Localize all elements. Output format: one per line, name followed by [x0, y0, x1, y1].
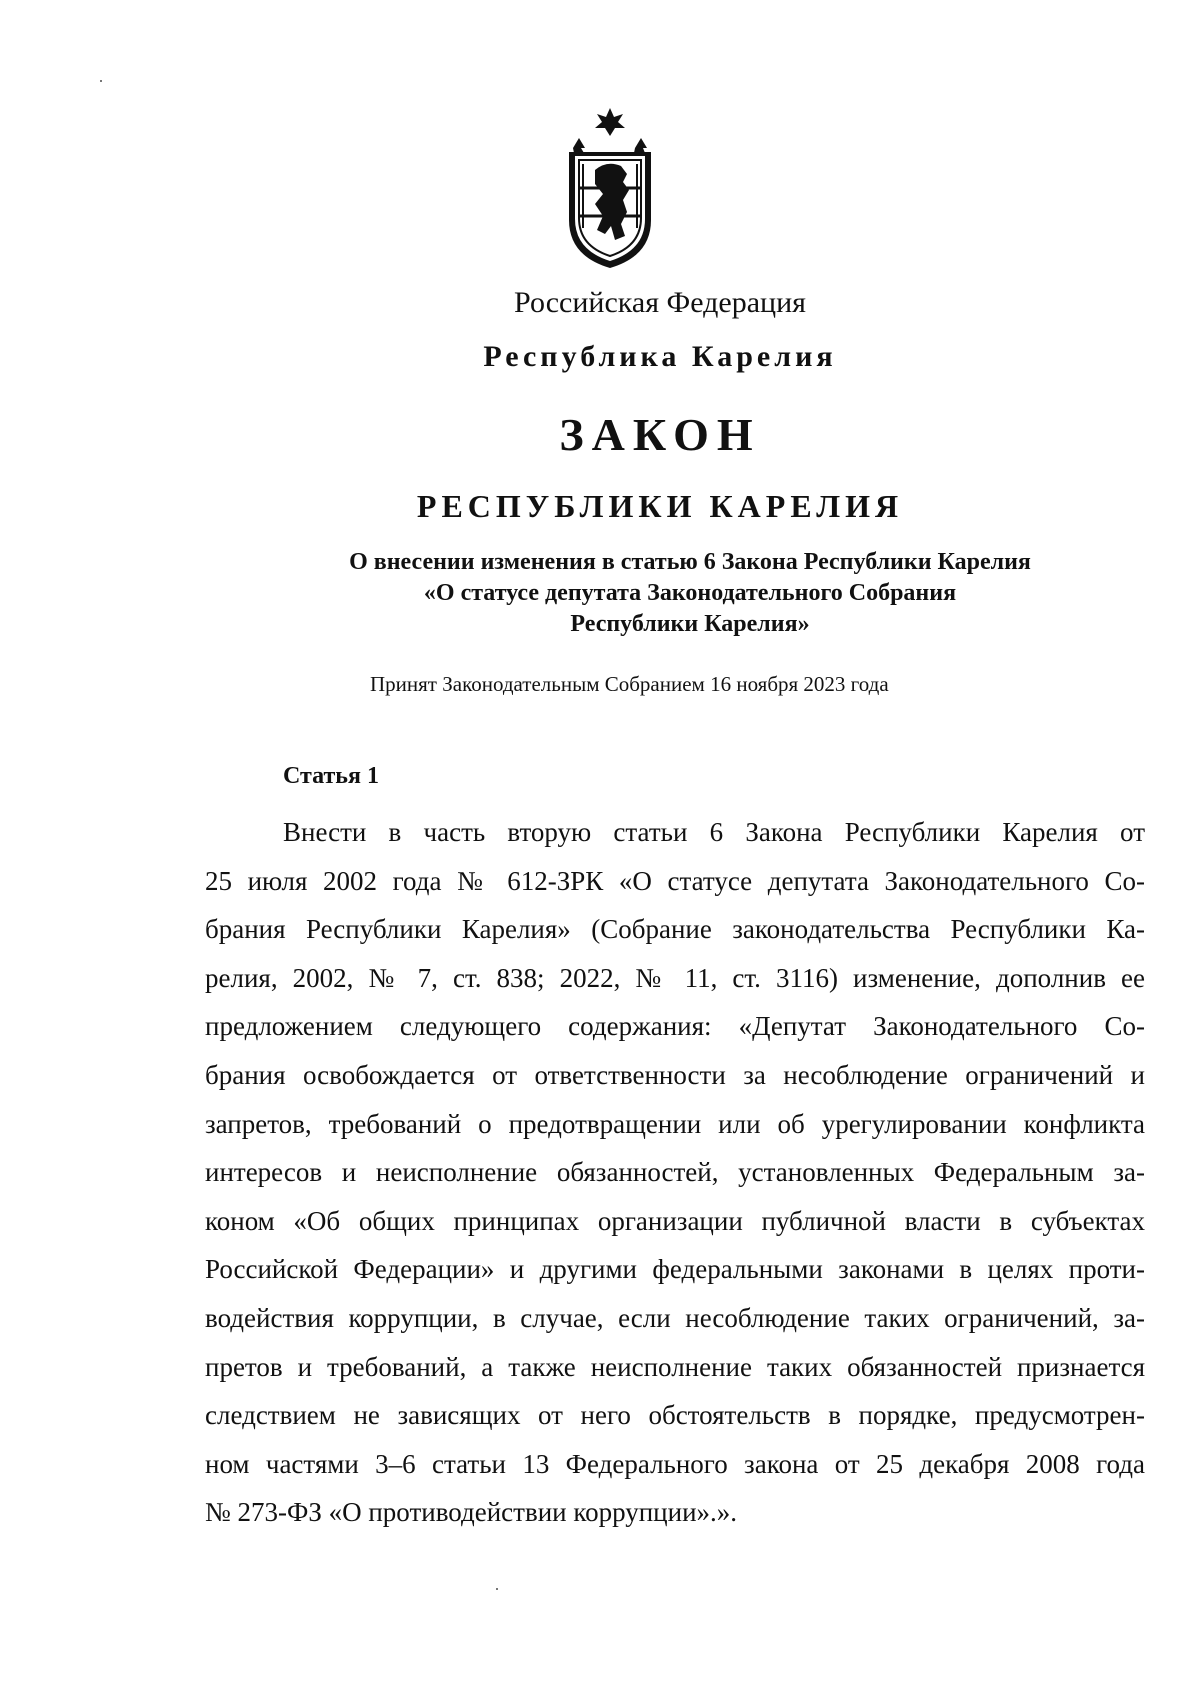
adoption-note: Принят Законодательным Собранием 16 ноября 2023 года — [370, 672, 889, 696]
article-line: 25 июля 2002 года № 612-ЗРК «О статусе депутата Законодательного Со- — [205, 865, 1145, 896]
country-name: Российская Федерация — [514, 286, 806, 319]
article-line: ном частями 3–6 статьи 13 Федерального закона от 25 декабря 2008 года — [205, 1448, 1145, 1479]
law-title-line: О внесении изменения в статью 6 Закона Республики Карелия — [349, 549, 1031, 575]
karelia-coat-of-arms-icon — [565, 108, 655, 268]
republic-name: Республика Карелия — [483, 340, 837, 373]
scan-speck — [496, 1588, 498, 1590]
article-heading: Статья 1 — [283, 763, 379, 789]
article-line: предложением следующего содержания: «Депутат Законодательного Со- — [205, 1011, 1145, 1042]
document-issuer: РЕСПУБЛИКИ КАРЕЛИЯ — [416, 488, 904, 524]
article-line: водействия коррупции, в случае, если несоблюдение таких ограничений, за- — [205, 1302, 1145, 1333]
article-line: Внести в часть вторую статьи 6 Закона Республики Карелия от — [283, 817, 1145, 847]
law-title — [240, 547, 1140, 640]
scan-speck — [100, 80, 102, 82]
article-line: интересов и неисполнение обязанностей, установленных Федеральным за- — [205, 1157, 1145, 1188]
article-line: следствием не зависящих от него обстоятельств в порядке, предусмотрен- — [205, 1400, 1145, 1431]
article-line: Российской Федерации» и другими федеральными законами в целях проти- — [205, 1254, 1145, 1285]
law-title-line: Республики Карелия» — [570, 611, 810, 637]
article-line: брания освобождается от ответственности за несоблюдение ограничений и — [205, 1059, 1145, 1090]
article-line: запретов, требований о предотвращении или об урегулировании конфликта — [205, 1108, 1145, 1139]
law-title-line: «О статусе депутата Законодательного Собрания — [423, 580, 957, 606]
document-type: ЗАКОН — [559, 409, 761, 460]
article-body — [205, 808, 1145, 1537]
article-line: № 273-ФЗ «О противодействии коррупции».». — [205, 1497, 738, 1528]
article-line: брания Республики Карелия» (Собрание законодательства Республики Ка- — [205, 914, 1145, 945]
article-line: коном «Об общих принципах организации публичной власти в субъектах — [205, 1205, 1145, 1236]
article-line: претов и требований, а также неисполнение таких обязанностей признается — [205, 1351, 1145, 1382]
article-line: релия, 2002, № 7, ст. 838; 2022, № 11, ст. 3116) изменение, дополнив ее — [205, 962, 1145, 993]
emblem — [565, 108, 655, 268]
